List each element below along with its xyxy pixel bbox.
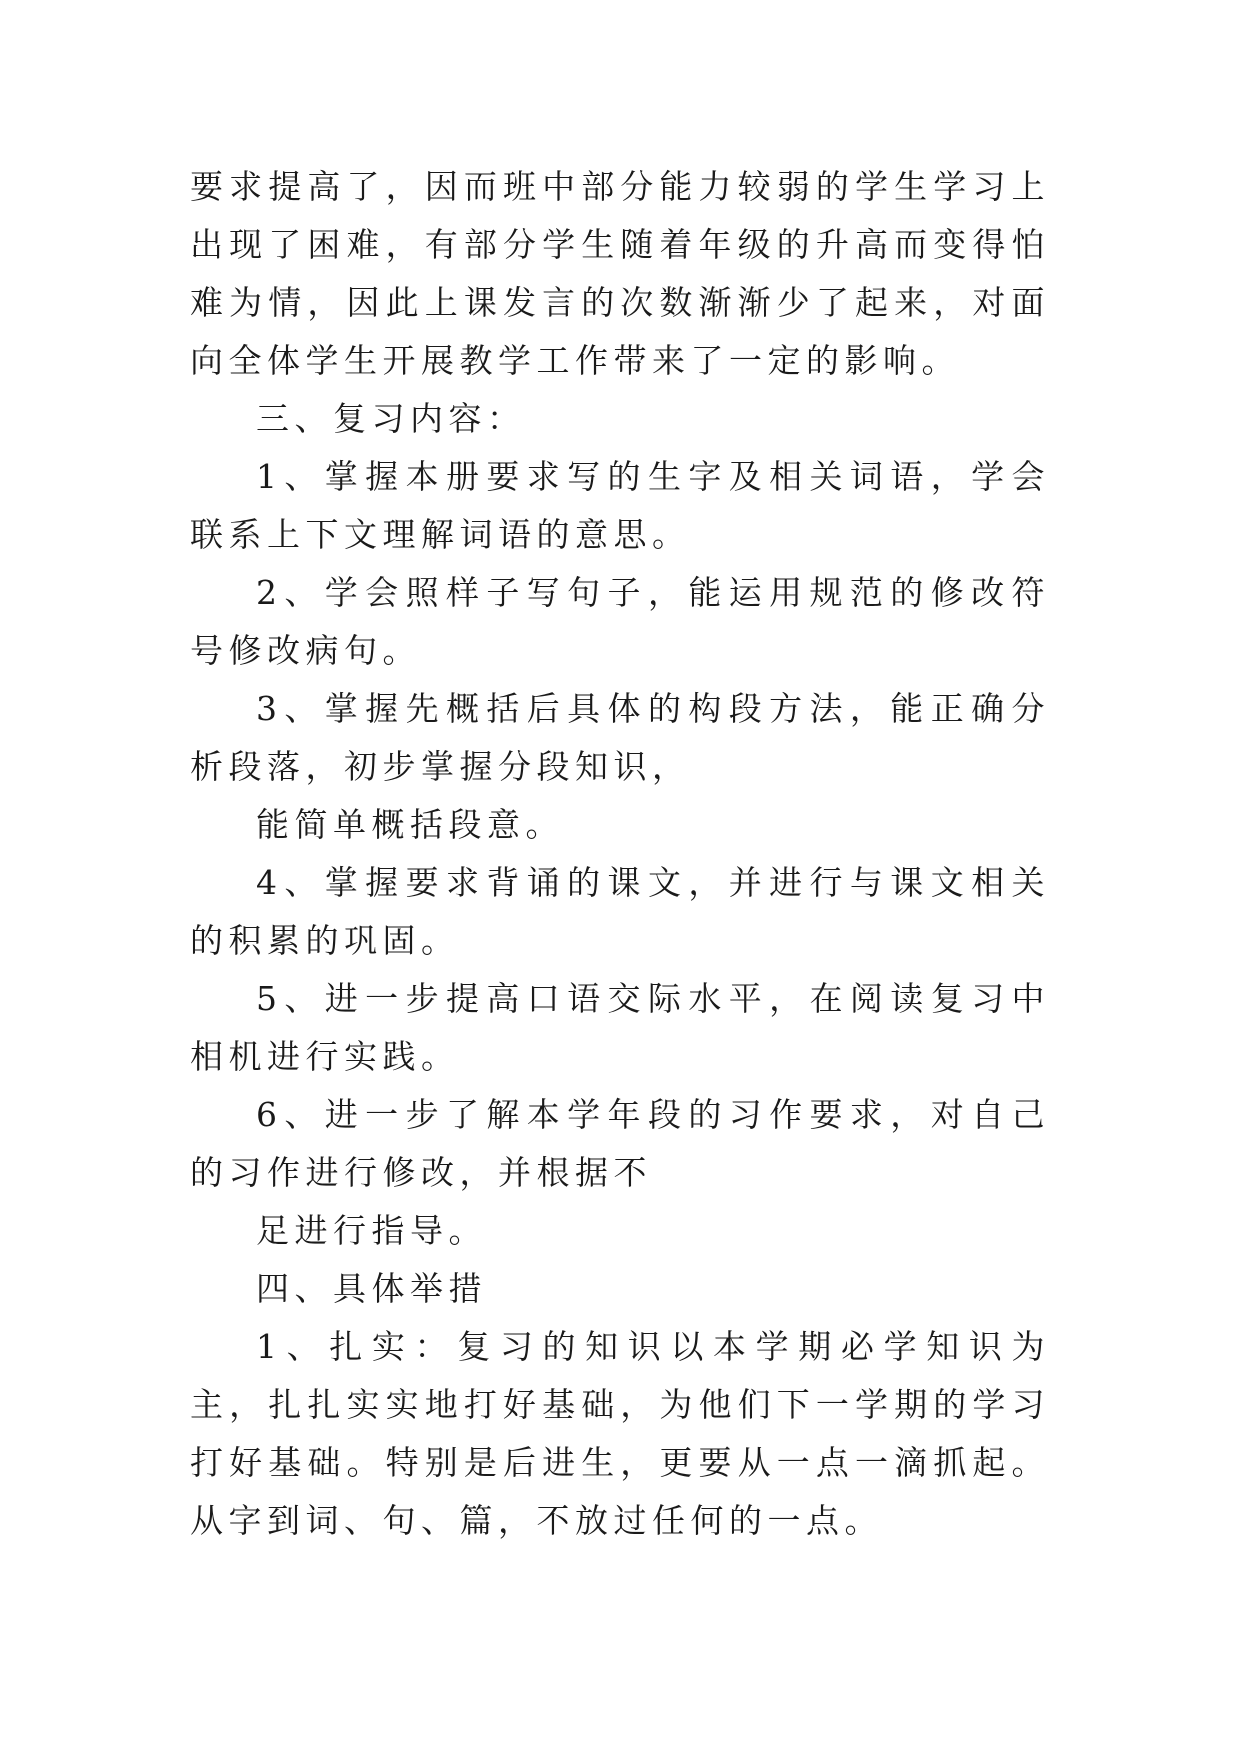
measure-item-1: 1、扎实：复习的知识以本学期必学知识为主，扎扎实实地打好基础，为他们下一学期的学习打好基础。特别是后进生，更要从一点一滴抓起。从字到词、句、篇，不放过任何的一点。 <box>190 1327 1050 1540</box>
list-item-3-continuation: 能简单概括段意。 <box>256 805 564 844</box>
list-item-3: 3、掌握先概括后具体的构段方法，能正确分析段落，初步掌握分段知识， <box>190 689 1050 786</box>
list-item-2: 2、学会照样子写句子，能运用规范的修改符号修改病句。 <box>190 573 1050 670</box>
heading-specific-measures: 四、具体举措 <box>256 1269 487 1308</box>
heading-review-content: 三、复习内容： <box>256 399 526 438</box>
list-item-1: 1、掌握本册要求写的生字及相关词语，学会联系上下文理解词语的意思。 <box>190 457 1050 554</box>
list-item-6-continuation: 足进行指导。 <box>256 1211 487 1250</box>
list-item-4: 4、掌握要求背诵的课文，并进行与课文相关的积累的巩固。 <box>190 863 1050 960</box>
document-body <box>190 158 1050 1550</box>
list-item-5: 5、进一步提高口语交际水平，在阅读复习中相机进行实践。 <box>190 979 1050 1076</box>
list-item-6: 6、进一步了解本学年段的习作要求，对自己的习作进行修改，并根据不 <box>190 1095 1050 1192</box>
paragraph-intro: 要求提高了，因而班中部分能力较弱的学生学习上出现了困难，有部分学生随着年级的升高而变得怕难为情，因此上课发言的次数渐渐少了起来，对面向全体学生开展教学工作带来了一定的影响。 <box>190 167 1050 380</box>
